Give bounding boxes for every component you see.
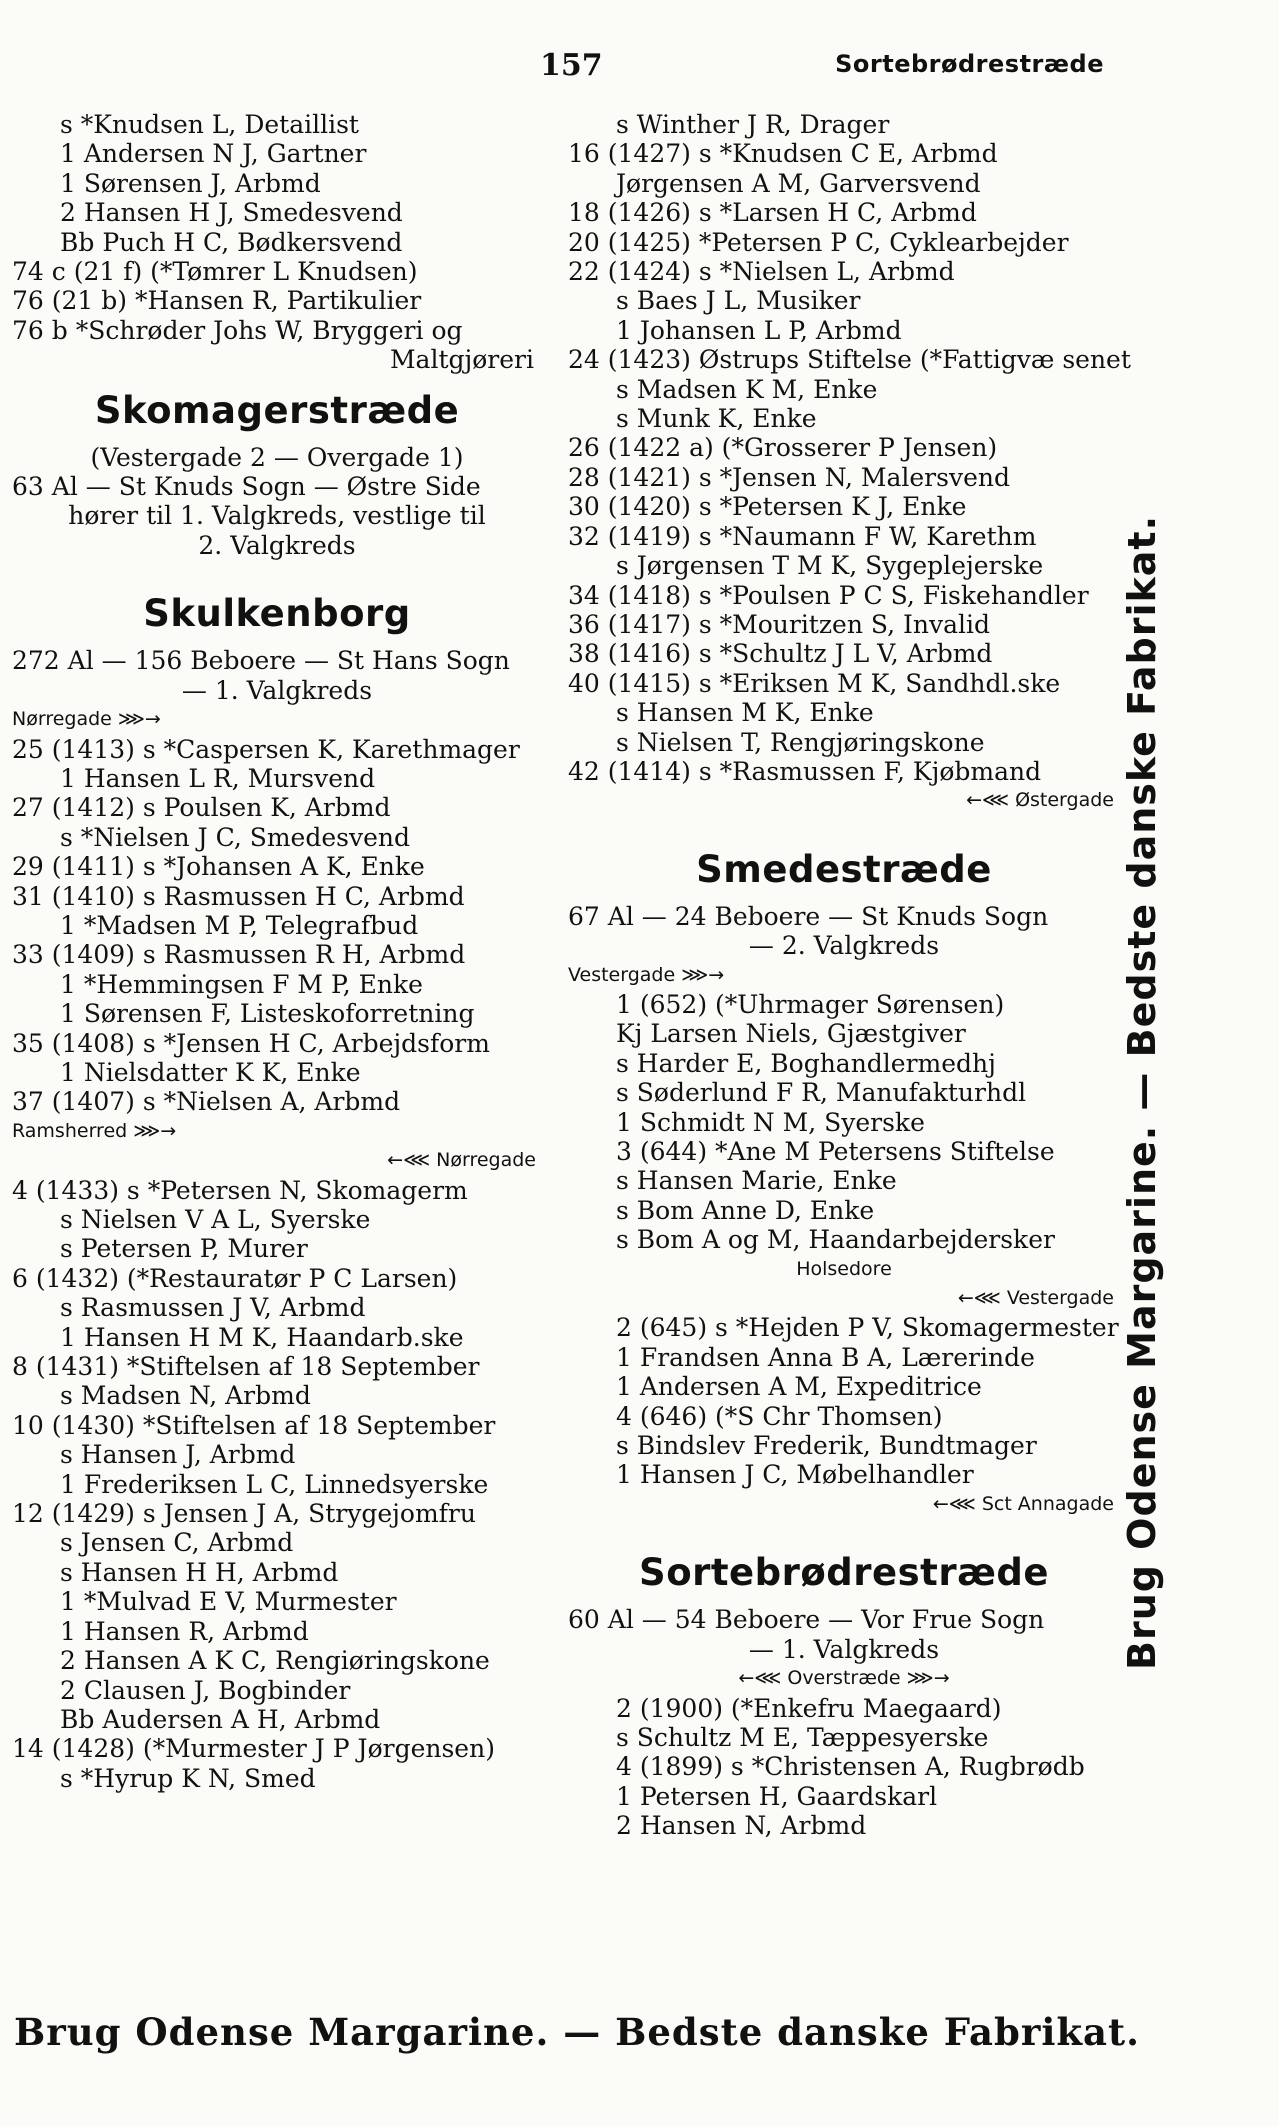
entry-line: 1 Andersen N J, Gartner <box>60 139 367 169</box>
footer-advertisement: Brug Odense Margarine. — Bedste danske Fabrikat. <box>14 2010 1141 2054</box>
entry-line: 2 Clausen J, Bogbinder <box>60 1675 351 1705</box>
entry-line: 31 (1410) s Rasmussen H C, Arbmd <box>12 881 465 911</box>
entry-line: Jørgensen A M, Garversvend <box>616 168 981 198</box>
page-number: 157 <box>540 48 603 83</box>
entry-line: 1 Sørensen J, Arbmd <box>60 168 321 198</box>
entry-line: 1 Sørensen F, Listeskoforretning <box>60 999 475 1029</box>
entry-line: 2 (645) s *Hejden P V, Skomagermester <box>616 1313 1119 1343</box>
entry-line: s Bom A og M, Haandarbejdersker <box>616 1225 1055 1255</box>
entry-line: 14 (1428) (*Murmester J P Jørgensen) <box>12 1734 495 1764</box>
entry-line: 60 Al — 54 Beboere — Vor Frue Sogn <box>568 1605 1045 1635</box>
entry-line: 37 (1407) s *Nielsen A, Arbmd <box>12 1087 401 1117</box>
crossing-street-marker: ←⋘ Nørregade <box>387 1149 536 1172</box>
entry-line: 30 (1420) s *Petersen K J, Enke <box>568 492 967 522</box>
entry-line: s Hansen M K, Enke <box>616 698 874 728</box>
entry-line: 63 Al — St Knuds Sogn — Østre Side <box>12 472 481 502</box>
crossing-street-marker: Vestergade ⋙→ <box>568 963 725 986</box>
entry-line: 1 Hansen H M K, Haandarb.ske <box>60 1322 464 1352</box>
side-advertisement: Brug Odense Margarine. — Bedste danske Fabrikat. <box>1120 514 1164 1670</box>
entry-line: s Nielsen V A L, Syerske <box>60 1205 371 1234</box>
entry-line: s Nielsen T, Rengjøringskone <box>616 727 985 757</box>
entry-line: s Petersen P, Murer <box>60 1234 308 1264</box>
entry-line: 1 Schmidt N M, Syerske <box>616 1107 925 1137</box>
entry-line: 2 Hansen A K C, Rengiøringskone <box>60 1646 490 1676</box>
entry-line: s Hansen J, Arbmd <box>60 1440 296 1470</box>
entry-line: 32 (1419) s *Naumann F W, Karethm <box>568 521 1037 551</box>
crossing-street-marker: ←⋘ Overstræde ⋙→ <box>738 1667 950 1690</box>
crossing-street-marker: ←⋘ Vestergade <box>957 1287 1114 1310</box>
street-heading: Skulkenborg <box>143 592 411 636</box>
entry-line: 20 (1425) *Petersen P C, Cyklearbejder <box>568 227 1069 257</box>
spacer <box>568 1519 1120 1537</box>
entry-line: 1 (652) (*Uhrmager Sørensen) <box>616 989 1005 1019</box>
entry-line: 26 (1422 a) (*Grosserer P Jensen) <box>568 433 998 463</box>
street-heading: Skomagerstræde <box>94 388 460 432</box>
entry-line: 2 Hansen H J, Smedesvend <box>60 198 403 228</box>
entry-line: 1 Hansen L R, Mursvend <box>60 763 376 793</box>
crossing-street-marker: Nørregade ⋙→ <box>12 708 161 731</box>
entry-line: 2 Hansen N, Arbmd <box>616 1811 867 1841</box>
entry-line: s *Knudsen L, Detaillist <box>60 110 359 139</box>
entry-line: 35 (1408) s *Jensen H C, Arbejdsform <box>12 1028 490 1058</box>
street-heading: Smedestræde <box>696 847 992 891</box>
entry-line: 3 (644) *Ane M Petersens Stiftelse <box>616 1137 1055 1166</box>
section-note: hører til 1. Valgkreds, vestlige til <box>68 501 486 531</box>
entry-line: Bb Audersen A H, Arbmd <box>60 1704 381 1734</box>
section-note: — 1. Valgkreds <box>181 675 373 705</box>
entry-line: 28 (1421) s *Jensen N, Malersvend <box>568 462 1010 492</box>
entry-line: 40 (1415) s *Eriksen M K, Sandhdl.ske <box>568 668 1061 698</box>
entry-line: s Hansen H H, Arbmd <box>60 1557 339 1587</box>
entry-line: 8 (1431) *Stiftelsen af 18 September <box>12 1352 480 1382</box>
entry-line: 6 (1432) (*Restauratør P C Larsen) <box>12 1263 458 1293</box>
entry-continuation: Maltgjøreri <box>389 345 534 375</box>
entry-line: s Harder E, Boghandlermedhj <box>616 1048 996 1078</box>
entry-line: 272 Al — 156 Beboere — St Hans Sogn <box>12 646 510 676</box>
entry-line: 2 (1900) (*Enkefru Maegaard) <box>616 1693 1002 1723</box>
crossing-street-marker: Holsedore <box>796 1257 892 1280</box>
entry-line: 22 (1424) s *Nielsen L, Arbmd <box>568 257 955 287</box>
crossing-street-marker: ←⋘ Østergade <box>966 789 1114 812</box>
entry-line: 1 *Hemmingsen F M P, Enke <box>60 969 423 999</box>
section-note: 2. Valgkreds <box>198 530 356 560</box>
entry-line: 29 (1411) s *Johansen A K, Enke <box>12 852 425 882</box>
entry-line: 1 *Mulvad E V, Murmester <box>60 1587 397 1617</box>
entry-line: s Munk K, Enke <box>616 404 817 434</box>
entry-line: 1 Hansen R, Arbmd <box>60 1616 309 1646</box>
entry-line: 74 c (21 f) (*Tømrer L Knudsen) <box>12 257 418 287</box>
entry-line: 1 Petersen H, Gaardskarl <box>616 1781 938 1811</box>
entry-line: s Winther J R, Drager <box>616 110 890 139</box>
entry-line: 18 (1426) s *Larsen H C, Arbmd <box>568 198 977 228</box>
entry-line: 1 *Madsen M P, Telegrafbud <box>60 910 419 940</box>
street-heading: Sortebrødrestræde <box>639 1551 1049 1595</box>
left-column <box>12 110 542 1793</box>
crossing-street-marker: ←⋘ Sct Annagade <box>932 1492 1114 1515</box>
entry-line: s Bom Anne D, Enke <box>616 1195 875 1225</box>
entry-line: s Madsen N, Arbmd <box>60 1381 311 1411</box>
entry-line: s Søderlund F R, Manufakturhdl <box>616 1078 1027 1108</box>
entry-line: Bb Puch H C, Bødkersvend <box>60 227 403 257</box>
entry-line: 76 b *Schrøder Johs W, Bryggeri og <box>12 315 463 345</box>
running-head: Sortebrødrestræde <box>835 50 1104 78</box>
entry-line: s Bindslev Frederik, Bundtmager <box>616 1431 1037 1461</box>
entry-line: s Jørgensen T M K, Sygeplejerske <box>616 551 1044 581</box>
entry-line: 24 (1423) Østrups Stiftelse (*Fattigvæ senet <box>568 345 1131 375</box>
section-note: — 2. Valgkreds <box>748 931 940 961</box>
entry-line: Kj Larsen Niels, Gjæstgiver <box>616 1019 966 1049</box>
entry-line: 4 (1433) s *Petersen N, Skomagerm <box>12 1175 468 1205</box>
entry-line: 27 (1412) s Poulsen K, Arbmd <box>12 793 391 823</box>
section-note: — 1. Valgkreds <box>748 1634 940 1664</box>
entry-line: 1 Hansen J C, Møbelhandler <box>616 1460 974 1490</box>
entry-line: 76 (21 b) *Hansen R, Partikulier <box>12 286 422 316</box>
spacer <box>12 560 542 578</box>
entry-line: 36 (1417) s *Mouritzen S, Invalid <box>568 609 990 639</box>
entry-line: 42 (1414) s *Rasmussen F, Kjøbmand <box>568 756 1042 786</box>
entry-line: 1 Johansen L P, Arbmd <box>616 315 902 345</box>
entry-line: s Schultz M E, Tæppesyerske <box>616 1722 989 1752</box>
entry-line: 16 (1427) s *Knudsen C E, Arbmd <box>568 139 998 169</box>
right-column <box>568 110 1131 1841</box>
entry-line: 12 (1429) s Jensen J A, Strygejomfru <box>12 1499 476 1529</box>
entry-line: s *Hyrup K N, Smed <box>60 1763 316 1793</box>
entry-line: s Jensen C, Arbmd <box>60 1528 294 1558</box>
entry-line: 25 (1413) s *Caspersen K, Karethmager <box>12 734 520 764</box>
entry-line: 1 Nielsdatter K K, Enke <box>60 1057 361 1087</box>
entry-line: 1 Andersen A M, Expeditrice <box>616 1372 982 1402</box>
entry-line: 1 Frandsen Anna B A, Lærerinde <box>616 1342 1035 1372</box>
entry-line: s *Nielsen J C, Smedesvend <box>60 822 410 852</box>
entry-line: 4 (1899) s *Christensen A, Rugbrødb <box>616 1752 1085 1782</box>
entry-line: s Baes J L, Musiker <box>616 286 861 316</box>
entry-line: 33 (1409) s Rasmussen R H, Arbmd <box>12 940 466 970</box>
entry-line: 38 (1416) s *Schultz J L V, Arbmd <box>568 639 993 669</box>
entry-line: s Hansen Marie, Enke <box>616 1166 897 1196</box>
entry-line: s Madsen K M, Enke <box>616 374 878 404</box>
entry-line: 34 (1418) s *Poulsen P C S, Fiskehandler <box>568 580 1089 610</box>
crossing-street-marker: Ramsherred ⋙→ <box>12 1119 177 1142</box>
entry-line: 67 Al — 24 Beboere — St Knuds Sogn <box>568 901 1049 931</box>
entry-line: 10 (1430) *Stiftelsen af 18 September <box>12 1410 496 1440</box>
section-note: (Vestergade 2 — Overgade 1) <box>90 442 464 472</box>
spacer <box>568 816 1120 834</box>
entry-line: 1 Frederiksen L C, Linnedsyerske <box>60 1469 489 1499</box>
entry-line: s Rasmussen J V, Arbmd <box>60 1293 366 1323</box>
entry-line: 4 (646) (*S Chr Thomsen) <box>616 1401 943 1431</box>
